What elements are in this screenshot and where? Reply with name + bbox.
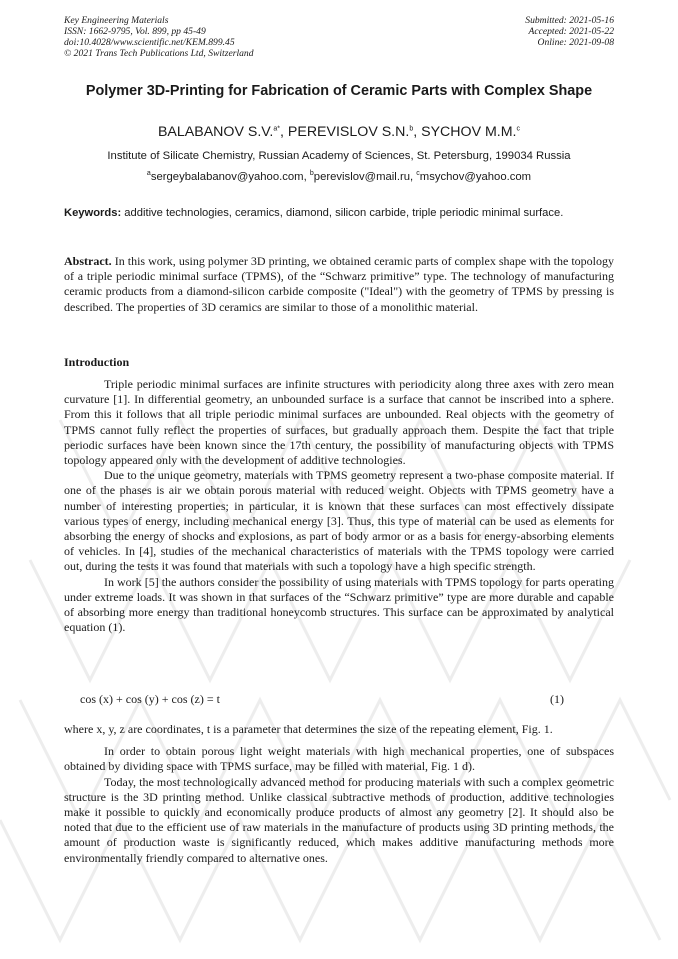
paragraph: Today, the most technologically advanced method for producing materials with such a complex geometric structure is the 3D printing method. Unlike classical subtractive methods of production, additive technologies make it possible to quickly and economically produce products of almost any geometry [2]. It should also be noted that due to the efficient use of raw materials in the manufacture of products using 3D printing methods, the amount of production waste is significantly reduced, which makes additive manufacturing methods more environmentally friendly compared to alternative ones. <box>64 774 614 865</box>
author-1-marker: a* <box>273 125 280 133</box>
email-list <box>64 171 614 183</box>
equation-number: (1) <box>550 692 564 706</box>
accepted-date: Accepted: 2021-05-22 <box>528 26 614 37</box>
author-separator: , <box>280 124 288 140</box>
paragraph: Due to the unique geometry, materials with TPMS geometry represent a two-phase composite material. If one of the phases is air we obtain porous material with reduced weight. Objects with TPMS geometry have a number of interesting properties; in particular, it is known that these surfaces can most effectively dissipate various types of energy, including mechanical energy [3]. Thus, this type of material can be used as elements for absorbing the energy of shocks and explosions, as part of body armor or as a basis for energy-absorbing elements of vehicles. In [4], studies of the mechanical characteristics of materials with the TPMS topology were carried out, during the tests it was found that materials with such a topology have a high specific strength. <box>64 468 614 574</box>
email-1-marker: a <box>146 170 151 178</box>
author-3-marker: c <box>516 125 521 133</box>
email-2[interactable]: perevislov@mail.ru, <box>313 171 417 183</box>
email-1[interactable]: sergeybalabanov@yahoo.com, <box>150 171 310 183</box>
paragraph: In order to obtain porous light weight materials with high mechanical properties, one of subspaces obtained by dividing space with TPMS surface, may be filled with material, Fig. 1 d). <box>64 744 614 774</box>
paragraph: Triple periodic minimal surfaces are infinite structures with periodicity along three axes with zero mean curvature [1]. In differential geometry, an unbounded surface is a surface that cannot be inscribed into a sphere. From this it follows that all triple periodic minimal surfaces are unbounded. Real objects with the geometry of TPMS cannot fully reflect the properties of surfaces, but gradually approach them. Despite the fact that triple periodic surfaces have been known since the 17th century, the possibility of manufacturing objects with TPMS topology appeared only with the development of additive technologies. <box>64 377 614 468</box>
keywords-text: additive technologies, ceramics, diamond, silicon carbide, triple periodic minimal surface. <box>121 207 564 219</box>
paragraph: where x, y, z are coordinates, t is a parameter that determines the size of the repeating element, Fig. 1. <box>64 722 553 736</box>
email-3[interactable]: msychov@yahoo.com <box>419 171 532 183</box>
keywords-label: Keywords: <box>64 207 122 219</box>
paragraph: In work [5] the authors consider the possibility of using materials with TPMS topology for parts operating under extreme loads. It was shown in that surfaces of the “Schwarz primitive” type are more durable and capable of absorbing more energy than traditional honeycomb structures. This surface can be approximated by analytical equation (1). <box>64 574 614 635</box>
abstract-text: In this work, using polymer 3D printing, we obtained ceramic parts of complex shape with the topology of a triple periodic minimal surface (TPMS), of the “Schwarz primitive” type. The technology of manufacturing ceramic products from a diamond-silicon carbide composite ("Ideal") with the geometry of TPMS by pressing is described. The properties of 3D ceramics are similar to those of a monolithic material. <box>64 254 614 314</box>
equation-1 <box>80 692 614 707</box>
author-separator: , <box>413 124 422 140</box>
abstract-section <box>64 254 614 315</box>
dates-header <box>525 15 614 48</box>
paper-title: Polymer 3D-Printing for Fabrication of Ceramic Parts with Complex Shape <box>85 83 593 99</box>
online-date: Online: 2021-09-08 <box>537 37 614 48</box>
author-2: PEREVISLOV S.N. <box>287 124 410 140</box>
author-1: BALABANOV S.V. <box>157 124 274 140</box>
author-3: SYCHOV M.M. <box>421 124 517 140</box>
affiliation: Institute of Silicate Chemistry, Russian Academy of Sciences, St. Petersburg, 199034 Russia <box>107 150 571 162</box>
copyright-line: © 2021 Trans Tech Publications Ltd, Switzerland <box>64 48 254 59</box>
introduction-heading: Introduction <box>64 355 130 369</box>
journal-name: Key Engineering Materials <box>64 15 169 26</box>
introduction-body-2 <box>64 722 614 866</box>
doi-line: doi:10.4028/www.scientific.net/KEM.899.45 <box>64 37 235 48</box>
issn-line: ISSN: 1662-9795, Vol. 899, pp 45-49 <box>64 26 206 37</box>
abstract-label: Abstract. <box>64 254 112 268</box>
keywords-section <box>64 206 614 221</box>
equation-text: cos (x) + cos (y) + cos (z) = t <box>80 692 220 706</box>
introduction-body-1 <box>64 377 614 635</box>
email-3-marker: c <box>416 170 420 178</box>
author-list <box>64 124 614 140</box>
submitted-date: Submitted: 2021-05-16 <box>525 15 614 26</box>
journal-header <box>64 15 254 59</box>
email-2-marker: b <box>309 170 314 178</box>
author-2-marker: b <box>409 125 414 133</box>
